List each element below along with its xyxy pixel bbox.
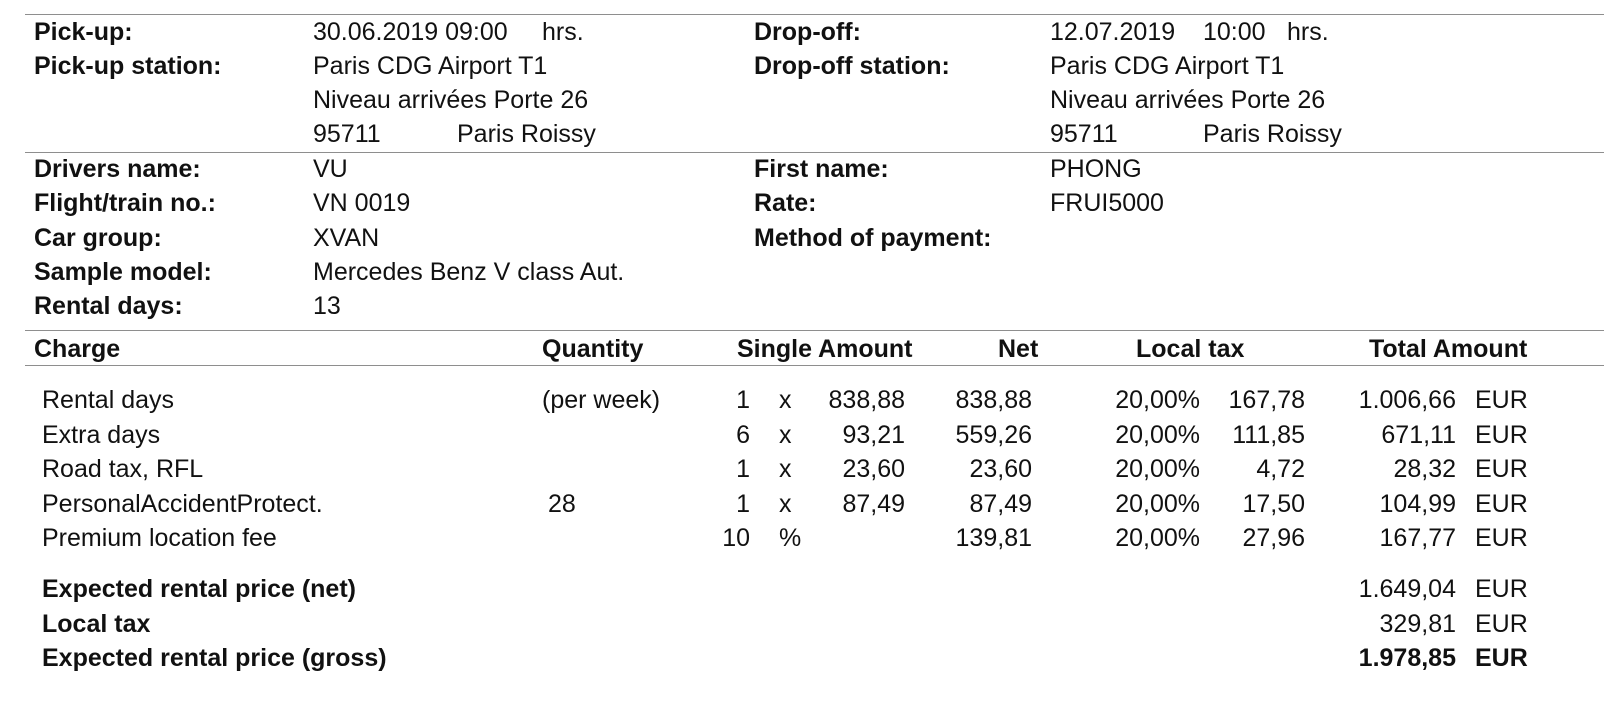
- pickup-date: 30.06.2019 09:00: [313, 18, 508, 46]
- row-net: 139,81: [955, 524, 1032, 552]
- summary-amount: 1.978,85: [1358, 644, 1456, 672]
- row-net: 87,49: [969, 490, 1032, 518]
- row-tax-rate: 20,00%: [1115, 524, 1200, 552]
- top-divider: [25, 14, 1604, 15]
- summary-amount: 1.649,04: [1358, 575, 1456, 603]
- row-tax-rate: 20,00%: [1115, 490, 1200, 518]
- row-quantity: (per week): [542, 386, 661, 414]
- row-local-tax: 27,96: [1242, 524, 1305, 552]
- row-charge: Road tax, RFL: [42, 455, 204, 483]
- dropoff-station-label: Drop-off station:: [754, 52, 950, 80]
- row-net: 23,60: [969, 455, 1032, 483]
- row-single-amount: 87,49: [842, 490, 905, 518]
- row-count: 10: [722, 524, 750, 552]
- pickup-city: Paris Roissy: [457, 120, 596, 148]
- row-count: 1: [736, 386, 750, 414]
- flight-label: Flight/train no.:: [34, 189, 216, 217]
- row-operator: x: [779, 421, 792, 449]
- dropoff-station-line1: Paris CDG Airport T1: [1050, 52, 1285, 80]
- summary-amount: 329,81: [1379, 610, 1456, 638]
- pickup-zip: 95711: [313, 120, 381, 148]
- row-net: 838,88: [955, 386, 1032, 414]
- header-net: Net: [998, 335, 1039, 363]
- row-count: 1: [736, 455, 750, 483]
- row-single-amount: 93,21: [842, 421, 905, 449]
- payment-method-label: Method of payment:: [754, 224, 992, 252]
- row-operator: %: [779, 524, 802, 552]
- row-operator: x: [779, 386, 792, 414]
- first-name: PHONG: [1050, 155, 1142, 183]
- summary-label: Local tax: [42, 610, 151, 638]
- sample-model: Mercedes Benz V class Aut.: [313, 258, 625, 286]
- header-quantity: Quantity: [542, 335, 644, 363]
- driver-divider: [25, 330, 1604, 331]
- row-charge: PersonalAccidentProtect.: [42, 490, 323, 518]
- row-local-tax: 4,72: [1256, 455, 1305, 483]
- dropoff-unit: hrs.: [1287, 18, 1329, 46]
- car-group-label: Car group:: [34, 224, 162, 252]
- sample-model-label: Sample model:: [34, 258, 212, 286]
- row-total: 671,11: [1381, 421, 1456, 449]
- row-charge: Rental days: [42, 386, 175, 414]
- row-total: 104,99: [1379, 490, 1456, 518]
- rate-label: Rate:: [754, 189, 817, 217]
- summary-currency: EUR: [1475, 610, 1528, 638]
- dropoff-date: 12.07.2019: [1050, 18, 1176, 46]
- header-charge: Charge: [34, 335, 121, 363]
- summary-label: Expected rental price (gross): [42, 644, 387, 672]
- row-local-tax: 111,85: [1232, 421, 1305, 449]
- row-local-tax: 17,50: [1242, 490, 1305, 518]
- row-count: 6: [736, 421, 750, 449]
- row-currency: EUR: [1475, 455, 1528, 483]
- dropoff-city: Paris Roissy: [1203, 120, 1342, 148]
- rental-days: 13: [313, 292, 341, 320]
- driver-name-label: Drivers name:: [34, 155, 201, 183]
- row-tax-rate: 20,00%: [1115, 386, 1200, 414]
- row-operator: x: [779, 455, 792, 483]
- pickup-unit: hrs.: [542, 18, 584, 46]
- dropoff-station-line2: Niveau arrivées Porte 26: [1050, 86, 1326, 114]
- pickup-label: Pick-up:: [34, 18, 133, 46]
- row-tax-rate: 20,00%: [1115, 455, 1200, 483]
- row-charge: Extra days: [42, 421, 161, 449]
- pickup-station-line2: Niveau arrivées Porte 26: [313, 86, 589, 114]
- summary-currency: EUR: [1475, 575, 1528, 603]
- row-single-amount: 838,88: [828, 386, 905, 414]
- summary-label: Expected rental price (net): [42, 575, 356, 603]
- header-single-amount: Single Amount: [737, 335, 913, 363]
- header-total-amount: Total Amount: [1369, 335, 1528, 363]
- pickup-station-line1: Paris CDG Airport T1: [313, 52, 548, 80]
- row-count: 1: [736, 490, 750, 518]
- driver-name: VU: [313, 155, 348, 183]
- row-currency: EUR: [1475, 421, 1528, 449]
- first-name-label: First name:: [754, 155, 889, 183]
- dropoff-time: 10:00: [1203, 18, 1266, 46]
- row-charge: Premium location fee: [42, 524, 277, 552]
- summary-currency: EUR: [1475, 644, 1528, 672]
- rental-days-label: Rental days:: [34, 292, 183, 320]
- row-currency: EUR: [1475, 490, 1528, 518]
- row-tax-rate: 20,00%: [1115, 421, 1200, 449]
- car-group: XVAN: [313, 224, 380, 252]
- row-currency: EUR: [1475, 386, 1528, 414]
- header-divider: [25, 365, 1604, 366]
- pickup-station-label: Pick-up station:: [34, 52, 222, 80]
- row-total: 28,32: [1393, 455, 1456, 483]
- row-total: 1.006,66: [1358, 386, 1456, 414]
- row-currency: EUR: [1475, 524, 1528, 552]
- dropoff-label: Drop-off:: [754, 18, 861, 46]
- row-single-amount: 23,60: [842, 455, 905, 483]
- dropoff-zip: 95711: [1050, 120, 1118, 148]
- flight-number: VN 0019: [313, 189, 411, 217]
- header-local-tax: Local tax: [1136, 335, 1245, 363]
- row-total: 167,77: [1379, 524, 1456, 552]
- row-local-tax: 167,78: [1228, 386, 1305, 414]
- rate-code: FRUI5000: [1050, 189, 1164, 217]
- row-operator: x: [779, 490, 792, 518]
- row-quantity: 28: [548, 490, 576, 518]
- row-net: 559,26: [955, 421, 1032, 449]
- station-divider: [25, 152, 1604, 153]
